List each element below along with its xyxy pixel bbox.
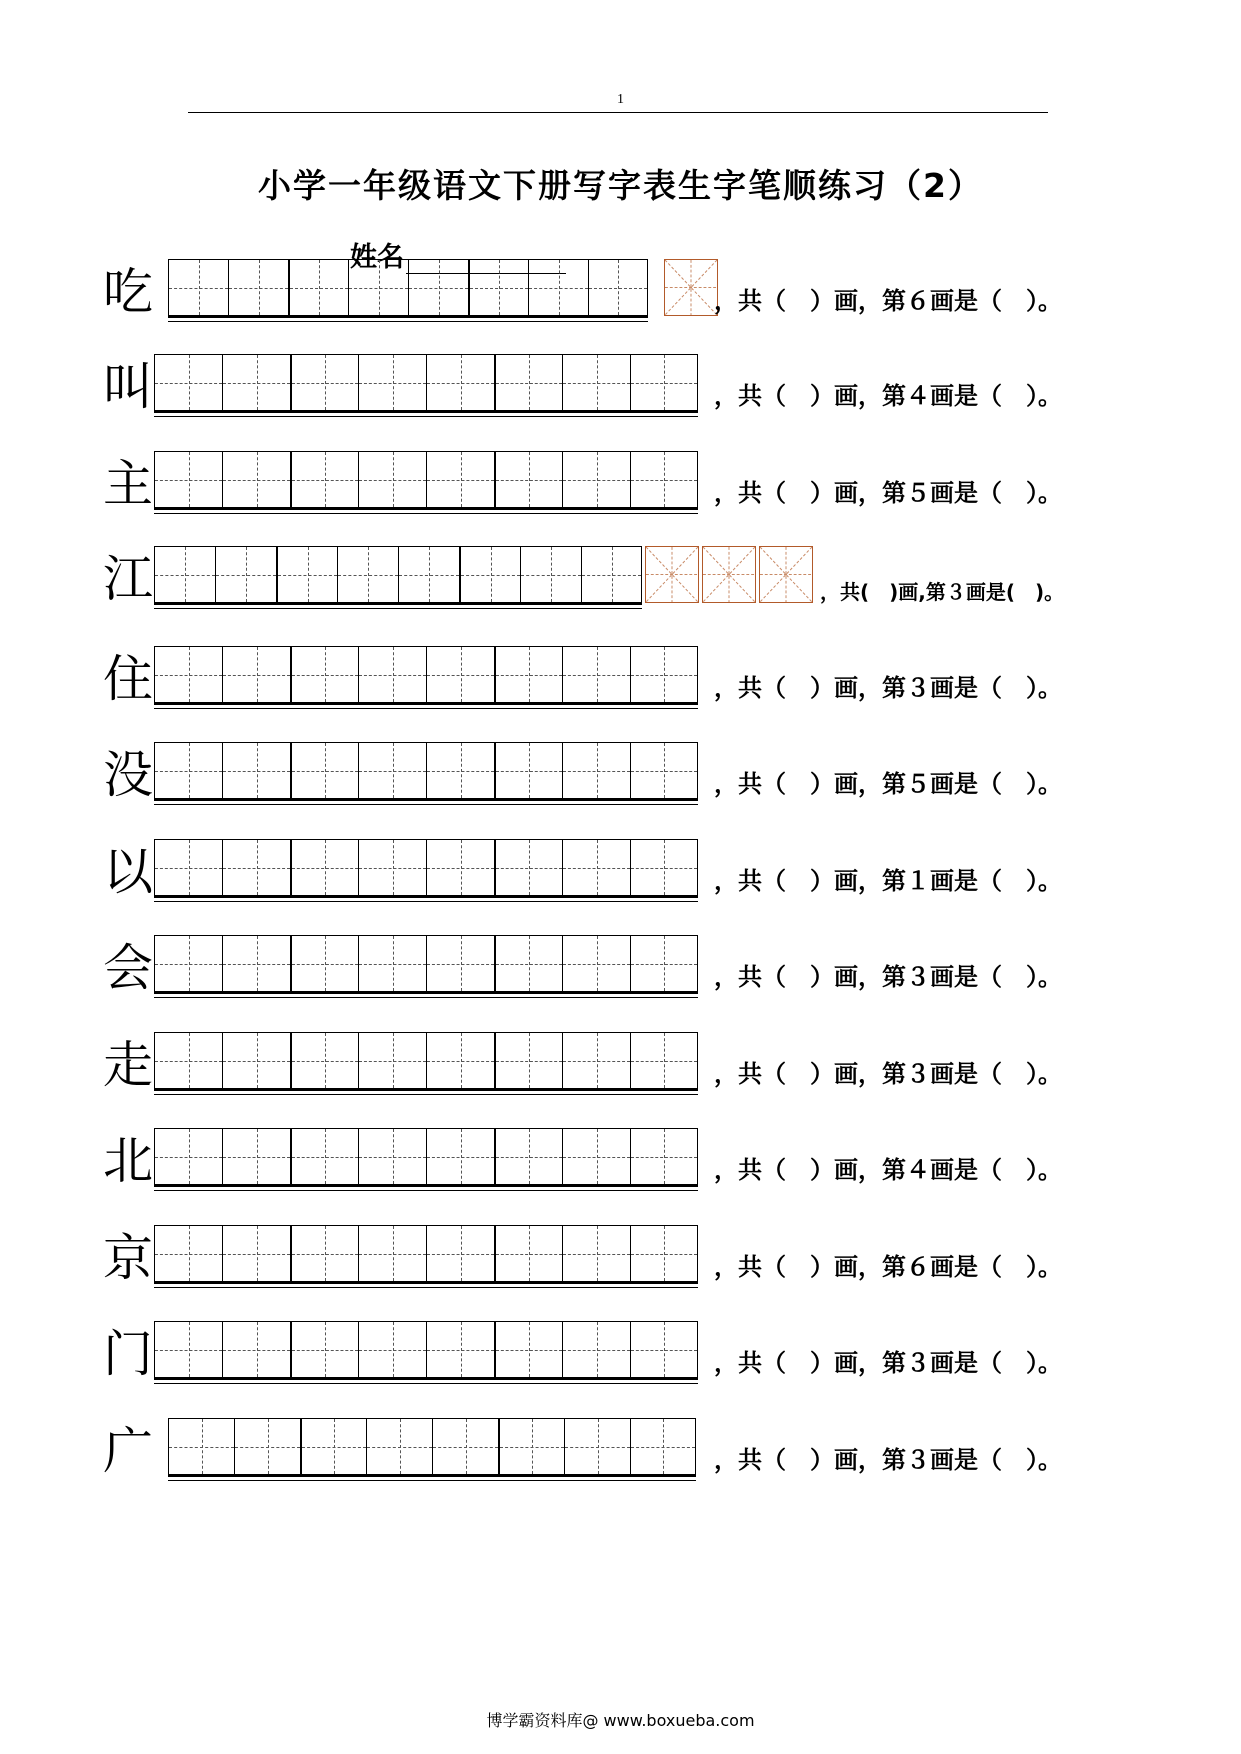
- writing-cell[interactable]: [630, 839, 698, 896]
- stroke-question: ，共( )画,第３画是( )。: [820, 580, 1065, 604]
- writing-cell[interactable]: [154, 935, 222, 992]
- tian-grid-strip: [154, 546, 642, 605]
- writing-cell[interactable]: [630, 354, 698, 411]
- tian-grid-strip: [154, 1321, 698, 1380]
- writing-cell[interactable]: [426, 451, 494, 508]
- writing-cell[interactable]: [494, 1032, 562, 1089]
- writing-cell[interactable]: [348, 259, 408, 316]
- writing-cell[interactable]: [562, 451, 630, 508]
- writing-cell[interactable]: [358, 742, 426, 799]
- writing-cell[interactable]: [498, 1418, 564, 1475]
- practice-row: [0, 257, 1241, 327]
- writing-cell[interactable]: [630, 451, 698, 508]
- practice-character: 叫: [103, 358, 153, 416]
- writing-cell[interactable]: [154, 1321, 222, 1378]
- tian-grid-strip: [154, 451, 698, 510]
- footer: 博学霸资料库@ www.boxueba.com: [486, 1711, 755, 1730]
- practice-row: [0, 933, 1241, 1003]
- writing-cell[interactable]: [222, 646, 290, 703]
- tian-grid-strip: [154, 839, 698, 898]
- writing-cell[interactable]: [154, 1032, 222, 1089]
- writing-cell[interactable]: [630, 1321, 698, 1378]
- tian-grid-strip: [154, 935, 698, 994]
- writing-cell[interactable]: [222, 354, 290, 411]
- writing-cell[interactable]: [358, 839, 426, 896]
- page-number: 1: [617, 92, 624, 107]
- writing-cell[interactable]: [494, 354, 562, 411]
- writing-cell[interactable]: [562, 1032, 630, 1089]
- writing-cell[interactable]: [290, 354, 358, 411]
- practice-character: 广: [103, 1422, 153, 1480]
- writing-cell[interactable]: [494, 1225, 562, 1282]
- stroke-question: ，共（ ）画，第５画是（ ）。: [714, 479, 1062, 507]
- stroke-question: ，共（ ）画，第１画是（ ）。: [714, 867, 1062, 895]
- writing-cell[interactable]: [290, 935, 358, 992]
- practice-character: 吃: [103, 263, 153, 321]
- writing-cell[interactable]: [358, 1032, 426, 1089]
- practice-character: 没: [103, 746, 153, 804]
- writing-cell[interactable]: [562, 1128, 630, 1185]
- writing-cell[interactable]: [168, 1418, 234, 1475]
- mi-grid-cell[interactable]: [702, 546, 756, 603]
- writing-cell[interactable]: [562, 935, 630, 992]
- writing-cell[interactable]: [358, 646, 426, 703]
- writing-cell[interactable]: [630, 935, 698, 992]
- writing-cell[interactable]: [426, 646, 494, 703]
- writing-cell[interactable]: [222, 1032, 290, 1089]
- writing-cell[interactable]: [408, 259, 468, 316]
- writing-cell[interactable]: [337, 546, 398, 603]
- practice-row: [0, 544, 1241, 614]
- writing-cell[interactable]: [234, 1418, 300, 1475]
- practice-character: 门: [103, 1325, 153, 1383]
- writing-cell[interactable]: [398, 546, 459, 603]
- tian-grid-strip: [168, 1418, 696, 1477]
- stroke-question: ，共（ ）画，第３画是（ ）。: [714, 1446, 1062, 1474]
- writing-cell[interactable]: [562, 1225, 630, 1282]
- practice-character: 北: [103, 1132, 153, 1190]
- stroke-question: ，共（ ）画，第３画是（ ）。: [714, 674, 1062, 702]
- practice-row: [0, 1030, 1241, 1100]
- practice-row: [0, 449, 1241, 519]
- writing-cell[interactable]: [288, 259, 348, 316]
- writing-cell[interactable]: [426, 935, 494, 992]
- writing-cell[interactable]: [222, 1128, 290, 1185]
- writing-cell[interactable]: [228, 259, 288, 316]
- writing-cell[interactable]: [426, 1321, 494, 1378]
- writing-cell[interactable]: [528, 259, 588, 316]
- practice-row: [0, 1126, 1241, 1196]
- writing-cell[interactable]: [494, 935, 562, 992]
- mi-grid-cell[interactable]: [664, 259, 718, 316]
- writing-cell[interactable]: [494, 839, 562, 896]
- practice-character: 以: [103, 843, 153, 901]
- writing-cell[interactable]: [215, 546, 276, 603]
- tian-grid-strip: [154, 1032, 698, 1091]
- writing-cell[interactable]: [358, 354, 426, 411]
- writing-cell[interactable]: [300, 1418, 366, 1475]
- writing-cell[interactable]: [154, 1225, 222, 1282]
- stroke-question: ，共（ ）画，第６画是（ ）。: [714, 1253, 1062, 1281]
- writing-cell[interactable]: [154, 354, 222, 411]
- writing-cell[interactable]: [494, 742, 562, 799]
- practice-character: 主: [103, 455, 153, 513]
- practice-row: [0, 1416, 1241, 1486]
- practice-character: 江: [103, 550, 153, 608]
- writing-cell[interactable]: [562, 354, 630, 411]
- writing-cell[interactable]: [222, 451, 290, 508]
- writing-cell[interactable]: [358, 1225, 426, 1282]
- writing-cell[interactable]: [562, 839, 630, 896]
- writing-cell[interactable]: [290, 1225, 358, 1282]
- stroke-question: ，共（ ）画，第４画是（ ）。: [714, 1156, 1062, 1184]
- writing-cell[interactable]: [588, 259, 648, 316]
- practice-row: [0, 740, 1241, 810]
- tian-grid-strip: [154, 742, 698, 801]
- writing-cell[interactable]: [154, 839, 222, 896]
- writing-cell[interactable]: [358, 1128, 426, 1185]
- practice-row: [0, 837, 1241, 907]
- writing-cell[interactable]: [168, 259, 228, 316]
- writing-cell[interactable]: [222, 935, 290, 992]
- writing-cell[interactable]: [290, 1128, 358, 1185]
- writing-cell[interactable]: [290, 742, 358, 799]
- writing-cell[interactable]: [222, 1225, 290, 1282]
- practice-row: [0, 352, 1241, 422]
- writing-cell[interactable]: [630, 1032, 698, 1089]
- writing-cell[interactable]: [630, 646, 698, 703]
- stroke-question: ，共（ ）画，第３画是（ ）。: [714, 963, 1062, 991]
- practice-row: [0, 644, 1241, 714]
- writing-cell[interactable]: [154, 546, 215, 603]
- writing-cell[interactable]: [562, 646, 630, 703]
- tian-grid-strip: [154, 646, 698, 705]
- writing-cell[interactable]: [290, 839, 358, 896]
- writing-cell[interactable]: [222, 1321, 290, 1378]
- mi-grid-cell[interactable]: [759, 546, 813, 603]
- writing-cell[interactable]: [562, 1321, 630, 1378]
- tian-grid-strip: [154, 354, 698, 413]
- writing-cell[interactable]: [358, 935, 426, 992]
- writing-cell[interactable]: [426, 742, 494, 799]
- practice-character: 走: [103, 1036, 153, 1094]
- mi-grid-cell[interactable]: [645, 546, 699, 603]
- writing-cell[interactable]: [630, 1225, 698, 1282]
- stroke-question: ，共（ ）画，第４画是（ ）。: [714, 382, 1062, 410]
- writing-cell[interactable]: [290, 451, 358, 508]
- practice-character: 会: [103, 939, 153, 997]
- writing-cell[interactable]: [520, 546, 581, 603]
- writing-cell[interactable]: [581, 546, 642, 603]
- name-label: 姓名: [350, 242, 404, 273]
- writing-cell[interactable]: [290, 1032, 358, 1089]
- writing-cell[interactable]: [459, 546, 520, 603]
- writing-cell[interactable]: [426, 1032, 494, 1089]
- writing-cell[interactable]: [468, 259, 528, 316]
- practice-row: [0, 1319, 1241, 1389]
- writing-cell[interactable]: [366, 1418, 432, 1475]
- writing-cell[interactable]: [494, 451, 562, 508]
- writing-cell[interactable]: [358, 451, 426, 508]
- stroke-question: ，共（ ）画，第５画是（ ）。: [714, 770, 1062, 798]
- header-rule: [188, 112, 1048, 113]
- stroke-question: ，共（ ）画，第６画是（ ）。: [714, 287, 1062, 315]
- stroke-question: ，共（ ）画，第３画是（ ）。: [714, 1060, 1062, 1088]
- writing-cell[interactable]: [276, 546, 337, 603]
- writing-cell[interactable]: [494, 1128, 562, 1185]
- writing-cell[interactable]: [426, 839, 494, 896]
- writing-cell[interactable]: [222, 839, 290, 896]
- tian-grid-strip: [154, 1128, 698, 1187]
- writing-cell[interactable]: [494, 1321, 562, 1378]
- writing-cell[interactable]: [564, 1418, 630, 1475]
- writing-cell[interactable]: [290, 646, 358, 703]
- writing-cell[interactable]: [426, 354, 494, 411]
- writing-cell[interactable]: [432, 1418, 498, 1475]
- practice-character: 住: [103, 650, 153, 708]
- page-title: 小学一年级语文下册写字表生字笔顺练习（2）: [258, 166, 983, 205]
- writing-cell[interactable]: [630, 742, 698, 799]
- writing-cell[interactable]: [426, 1128, 494, 1185]
- writing-cell[interactable]: [562, 742, 630, 799]
- practice-row: [0, 1223, 1241, 1293]
- tian-grid-strip: [168, 259, 648, 318]
- writing-cell[interactable]: [630, 1418, 696, 1475]
- writing-cell[interactable]: [154, 451, 222, 508]
- writing-cell[interactable]: [426, 1225, 494, 1282]
- writing-cell[interactable]: [630, 1128, 698, 1185]
- stroke-question: ，共（ ）画，第３画是（ ）。: [714, 1349, 1062, 1377]
- writing-cell[interactable]: [154, 646, 222, 703]
- writing-cell[interactable]: [222, 742, 290, 799]
- writing-cell[interactable]: [154, 742, 222, 799]
- writing-cell[interactable]: [154, 1128, 222, 1185]
- writing-cell[interactable]: [358, 1321, 426, 1378]
- writing-cell[interactable]: [290, 1321, 358, 1378]
- writing-cell[interactable]: [494, 646, 562, 703]
- tian-grid-strip: [154, 1225, 698, 1284]
- practice-character: 京: [103, 1229, 153, 1287]
